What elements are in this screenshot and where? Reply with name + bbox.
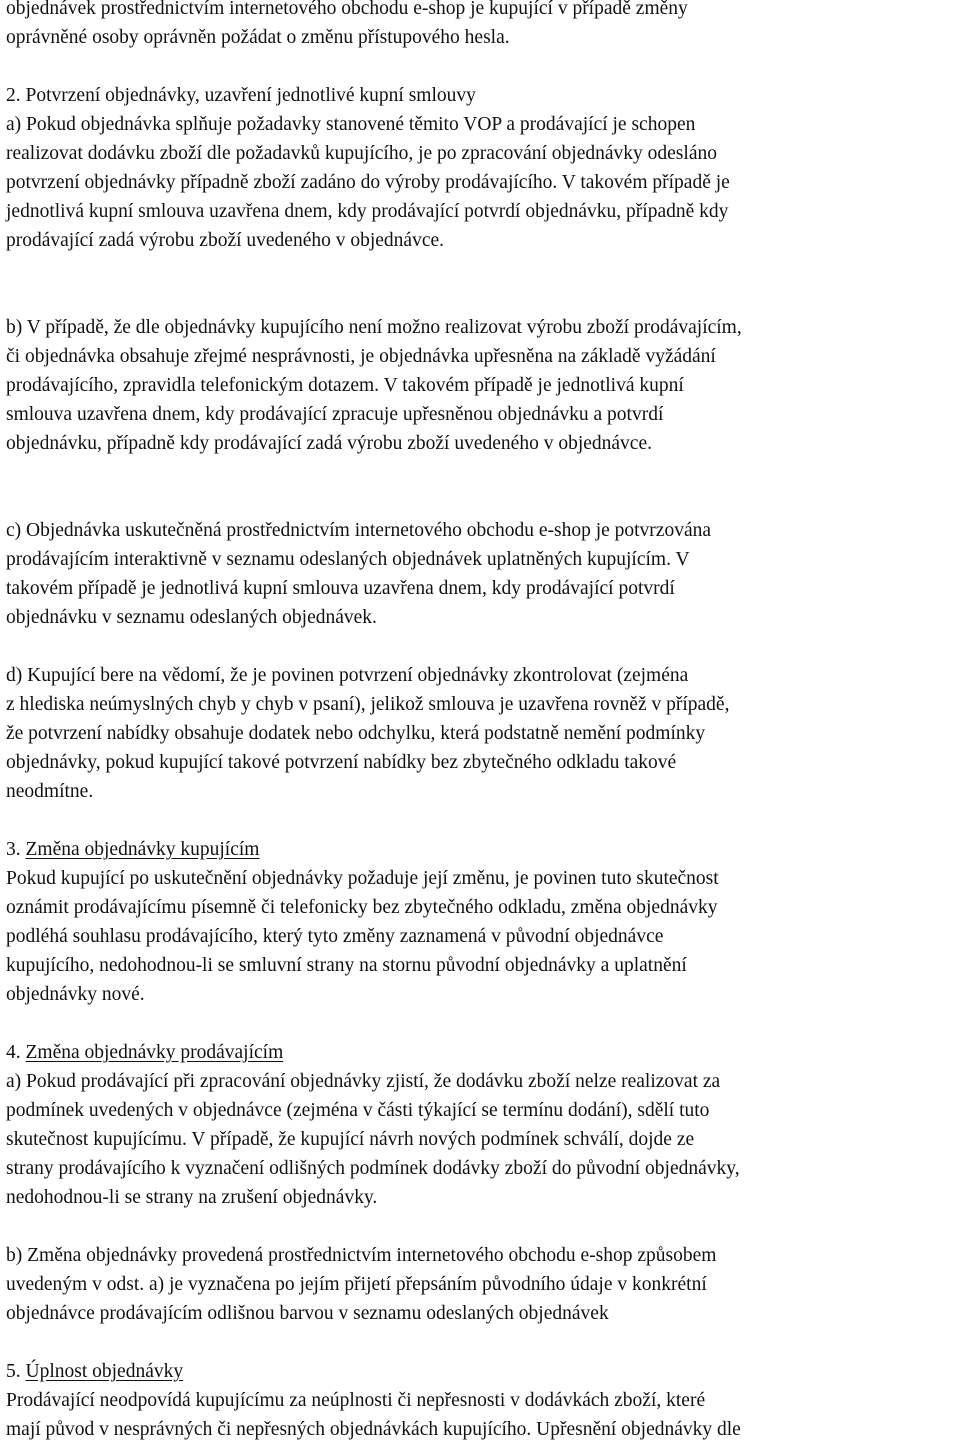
text-line: c) Objednávka uskutečněná prostřednictvím internetového obchodu e-shop je potvrzována (6, 520, 712, 541)
spacer (6, 255, 958, 313)
section-title: Změna objednávky kupujícím (25, 839, 260, 860)
text-line: objednávce prodávajícím odlišnou barvou v seznamu odeslaných objednávek (6, 1303, 609, 1324)
text-line: oprávněné osoby oprávněn požádat o změnu přístupového hesla. (6, 27, 510, 48)
spacer (6, 806, 958, 835)
text-line: b) V případě, že dle objednávky kupujícího není možno realizovat výrobu zboží prodávajícím, (6, 317, 742, 338)
text-line: oznámit prodávajícímu písemně či telefonicky bez zbytečného odkladu, změna objednávky (6, 897, 718, 918)
intro-paragraph (6, 0, 958, 52)
spacer (6, 458, 958, 516)
section-heading-text (6, 1038, 958, 1067)
text-line: nedohodnou-li se strany na zrušení objednávky. (6, 1187, 378, 1208)
section-heading-text: 2. Potvrzení objednávky, uzavření jednotlivé kupní smlouvy (6, 85, 476, 106)
text-line: z hlediska neúmyslných chyb y chyb v psaní), jelikož smlouva je uzavřena rovněž v případě, (6, 694, 730, 715)
text-line: b) Změna objednávky provedená prostřednictvím internetového obchodu e-shop způsobem (6, 1245, 717, 1266)
spacer (6, 1009, 958, 1038)
section-2-paragraph-b (6, 313, 958, 458)
text-line: objednávku v seznamu odeslaných objednávek. (6, 607, 377, 628)
text-line: a) Pokud objednávka splňuje požadavky stanovené těmito VOP a prodávající je schopen (6, 114, 696, 135)
text-line: a) Pokud prodávající při zpracování objednávky zjistí, že dodávku zboží nelze realizovat za (6, 1071, 721, 1092)
section-2-paragraph-c (6, 516, 958, 632)
text-line: uvedeným v odst. a) je vyznačena po jejím přijetí přepsáním původního údaje v konkrétní (6, 1274, 707, 1295)
document-page (6, 0, 958, 1444)
section-4-heading (6, 1038, 958, 1067)
text-line: jednotlivá kupní smlouva uzavřena dnem, kdy prodávající potvrdí objednávku, případně kdy (6, 201, 729, 222)
text-line: takovém případě je jednotlivá kupní smlouva uzavřena dnem, kdy prodávající potvrdí (6, 578, 675, 599)
section-2-paragraph-d (6, 661, 958, 806)
text-line: podmínek uvedených v objednávce (zejména v části týkající se termínu dodání), sdělí tuto (6, 1100, 710, 1121)
section-5-heading (6, 1357, 958, 1386)
text-line: Prodávající neodpovídá kupujícímu za neúplnosti či nepřesnosti v dodávkách zboží, které (6, 1390, 706, 1411)
text-line: objednávek prostřednictvím internetového obchodu e-shop je kupující v případě změny (6, 0, 688, 19)
spacer (6, 632, 958, 661)
section-3-paragraph (6, 864, 958, 1009)
spacer (6, 52, 958, 81)
section-5-paragraph (6, 1386, 958, 1444)
section-4-paragraph-b (6, 1241, 958, 1328)
section-2-heading (6, 81, 958, 110)
text-line: podléhá souhlasu prodávajícího, který tyto změny zaznamená v původní objednávce (6, 926, 664, 947)
text-line: kupujícího, nedohodnou-li se smluvní strany na stornu původní objednávky a uplatnění (6, 955, 687, 976)
text-line: potvrzení objednávky případně zboží zadáno do výroby prodávajícího. V takovém případě je (6, 172, 730, 193)
section-title: Změna objednávky prodávajícím (25, 1042, 284, 1063)
section-heading-text (6, 835, 958, 864)
text-line: objednávky nové. (6, 984, 145, 1005)
text-line: mají původ v nesprávných či nepřesných objednávkách kupujícího. Upřesnění objednávky dle (6, 1419, 741, 1440)
text-line: realizovat dodávku zboží dle požadavků kupujícího, je po zpracování objednávky odesláno (6, 143, 717, 164)
text-line: neodmítne. (6, 781, 94, 802)
section-number: 5. (6, 1361, 21, 1382)
text-line: skutečnost kupujícímu. V případě, že kupující návrh nových podmínek schválí, dojde ze (6, 1129, 695, 1150)
section-heading-text (6, 1357, 958, 1386)
section-number: 3. (6, 839, 21, 860)
section-title: Úplnost objednávky (25, 1361, 184, 1382)
text-line: objednávku, případně kdy prodávající zadá výrobu zboží uvedeného v objednávce. (6, 433, 652, 454)
spacer (6, 1212, 958, 1241)
spacer (6, 1328, 958, 1357)
text-line: strany prodávajícího k vyznačení odlišných podmínek dodávky zboží do původní objednávky, (6, 1158, 740, 1179)
text-line: d) Kupující bere na vědomí, že je povinen potvrzení objednávky zkontrolovat (zejména (6, 665, 689, 686)
section-3-heading (6, 835, 958, 864)
section-4-paragraph-a (6, 1067, 958, 1212)
text-line: prodávajícího, zpravidla telefonickým dotazem. V takovém případě je jednotlivá kupní (6, 375, 684, 396)
section-number: 4. (6, 1042, 21, 1063)
text-line: prodávajícím interaktivně v seznamu odeslaných objednávek uplatněných kupujícím. V (6, 549, 690, 570)
text-line: prodávající zadá výrobu zboží uvedeného v objednávce. (6, 230, 445, 251)
text-line: že potvrzení nabídky obsahuje dodatek nebo odchylku, která podstatně nemění podmínky (6, 723, 706, 744)
text-line: smlouva uzavřena dnem, kdy prodávající zpracuje upřesněnou objednávku a potvrdí (6, 404, 664, 425)
text-line: Pokud kupující po uskutečnění objednávky požaduje její změnu, je povinen tuto skutečnost (6, 868, 719, 889)
section-2-paragraph-a (6, 110, 958, 255)
text-line: či objednávka obsahuje zřejmé nesprávnosti, je objednávka upřesněna na základě vyžádání (6, 346, 716, 367)
text-line: objednávky, pokud kupující takové potvrzení nabídky bez zbytečného odkladu takové (6, 752, 677, 773)
